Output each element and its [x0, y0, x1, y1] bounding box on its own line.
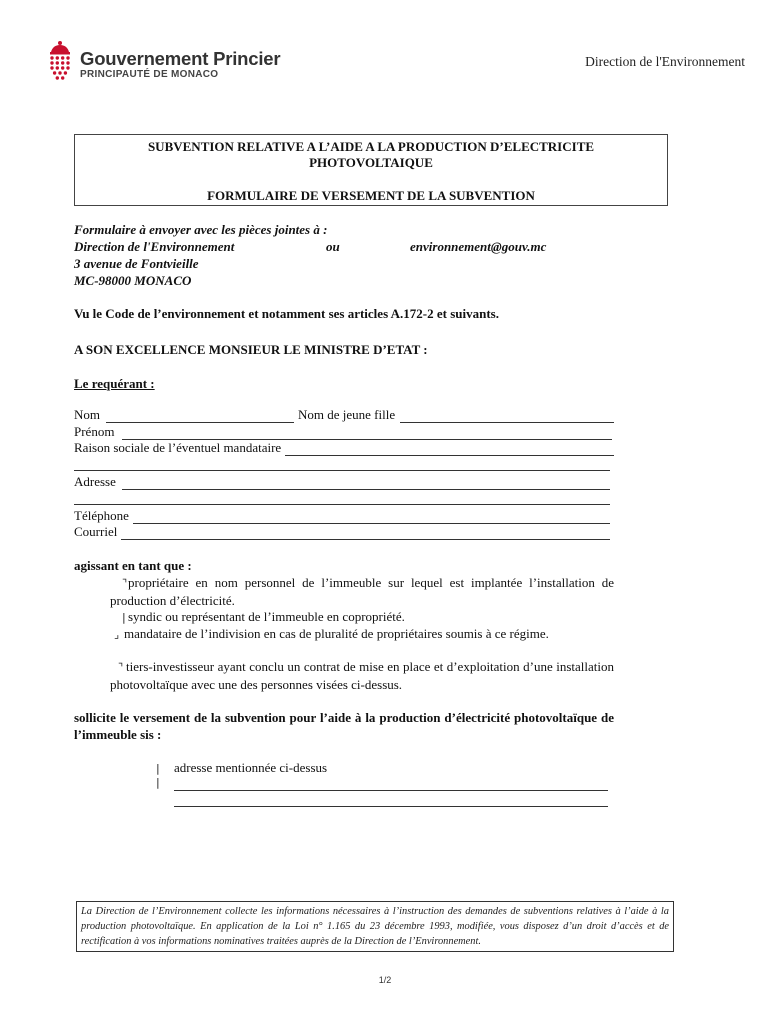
option-syndic: [110, 608, 614, 626]
checkbox-tiers-investisseur-icon[interactable]: ⌝: [118, 661, 124, 674]
nom-jeune-fille-field[interactable]: [400, 410, 614, 423]
government-name: Gouvernement Princier: [80, 48, 281, 69]
checkbox-syndic-icon[interactable]: |: [122, 611, 126, 624]
other-address-field-2[interactable]: [174, 794, 608, 807]
government-subtitle: PRINCIPAUTÉ DE MONACO: [80, 69, 219, 80]
option-mandataire: [110, 625, 614, 643]
request-text: sollicite le versement de la subvention pour l’aide à la production d’électricité photovoltaïque de l’immeuble sis :: [74, 710, 614, 742]
adresse-field[interactable]: [122, 477, 610, 490]
form-title-line-2: PHOTOVOLTAIQUE: [309, 155, 433, 170]
option-adresse-same: [156, 760, 327, 776]
nom-jeune-fille-label: Nom de jeune fille: [298, 407, 396, 422]
raison-sociale-field[interactable]: [285, 443, 614, 456]
acting-heading: agissant en tant que :: [74, 558, 192, 573]
page-number: 1/2: [378, 975, 392, 985]
send-org: Direction de l'Environnement: [74, 239, 235, 254]
adresse-label: Adresse: [74, 474, 116, 489]
form-title-line-1: SUBVENTION RELATIVE A L’AIDE A LA PRODUCTION D’ELECTRICITE: [147, 139, 595, 154]
option-proprietaire-label: propriétaire en nom personnel de l’immeuble sur lequel est implantée l’installation de production d’électricité.: [110, 575, 614, 608]
option-tiers-investisseur-label: tiers-investisseur ayant conclu un contrat de mise en place et d’exploitation d’une installation photovoltaïque avec une des personnes visées ci-dessus.: [110, 659, 614, 692]
option-mandataire-label: mandataire de l’indivision en cas de pluralité de propriétaires soumis à ce régime.: [124, 626, 549, 641]
courriel-row: [74, 524, 610, 540]
prenom-field[interactable]: [122, 427, 612, 440]
telephone-field[interactable]: [133, 511, 610, 524]
department-name: Direction de l'Environnement: [585, 54, 745, 69]
telephone-label: Téléphone: [74, 508, 129, 523]
form-subtitle: FORMULAIRE DE VERSEMENT DE LA SUBVENTION: [207, 188, 535, 203]
checkbox-adresse-same-icon[interactable]: |: [156, 762, 160, 775]
courriel-field[interactable]: [121, 527, 610, 540]
option-adresse-same-label: adresse mentionnée ci-dessus: [174, 760, 328, 775]
option-tiers-investisseur: [110, 658, 614, 693]
legal-reference: Vu le Code de l’environnement et notamment ses articles A.172-2 et suivants.: [74, 306, 499, 321]
raison-sociale-label: Raison sociale de l’éventuel mandataire: [74, 440, 282, 455]
privacy-notice: La Direction de l’Environnement collecte les informations nécessaires à l’instruction des demandes de subventions relatives à l’aide à la production photovoltaïque. En application de la Loi n° 1.165 du 23 décembre 1993, modifiée, vous disposez d’un droit d’accès et de rectification à vos informations nominatives traitées auprès de la Direction de l’Environnement.: [76, 901, 674, 952]
monaco-crown-logo-icon: [48, 40, 72, 82]
other-address-field-1[interactable]: [174, 778, 608, 791]
form-title-box: [74, 134, 668, 206]
option-syndic-label: syndic ou représentant de l’immeuble en copropriété.: [128, 609, 405, 624]
prenom-row: [74, 424, 612, 440]
nom-field[interactable]: [106, 410, 294, 423]
courriel-label: Courriel: [74, 524, 118, 539]
adresse-row: [74, 474, 610, 490]
raison-sociale-field-continuation[interactable]: [74, 458, 610, 471]
checkbox-other-address-icon[interactable]: |: [156, 776, 160, 789]
nom-label: Nom: [74, 407, 100, 422]
requester-heading: Le requérant :: [74, 376, 155, 391]
send-or: ou: [326, 239, 340, 254]
send-city: MC-98000 MONACO: [74, 273, 192, 288]
checkbox-proprietaire-icon[interactable]: ⌝: [122, 577, 128, 590]
nom-row: [74, 407, 614, 423]
option-proprietaire: [110, 574, 614, 609]
raison-sociale-row: [74, 440, 614, 456]
addressee: A SON EXCELLENCE MONSIEUR LE MINISTRE D’ETAT :: [74, 342, 428, 357]
checkbox-mandataire-icon[interactable]: ⌟: [114, 628, 120, 641]
send-intro: Formulaire à envoyer avec les pièces jointes à :: [74, 222, 328, 237]
send-street: 3 avenue de Fontvieille: [74, 256, 199, 271]
adresse-field-continuation[interactable]: [74, 492, 610, 505]
telephone-row: [74, 508, 610, 524]
prenom-label: Prénom: [74, 424, 115, 439]
send-email: environnement@gouv.mc: [410, 239, 547, 254]
